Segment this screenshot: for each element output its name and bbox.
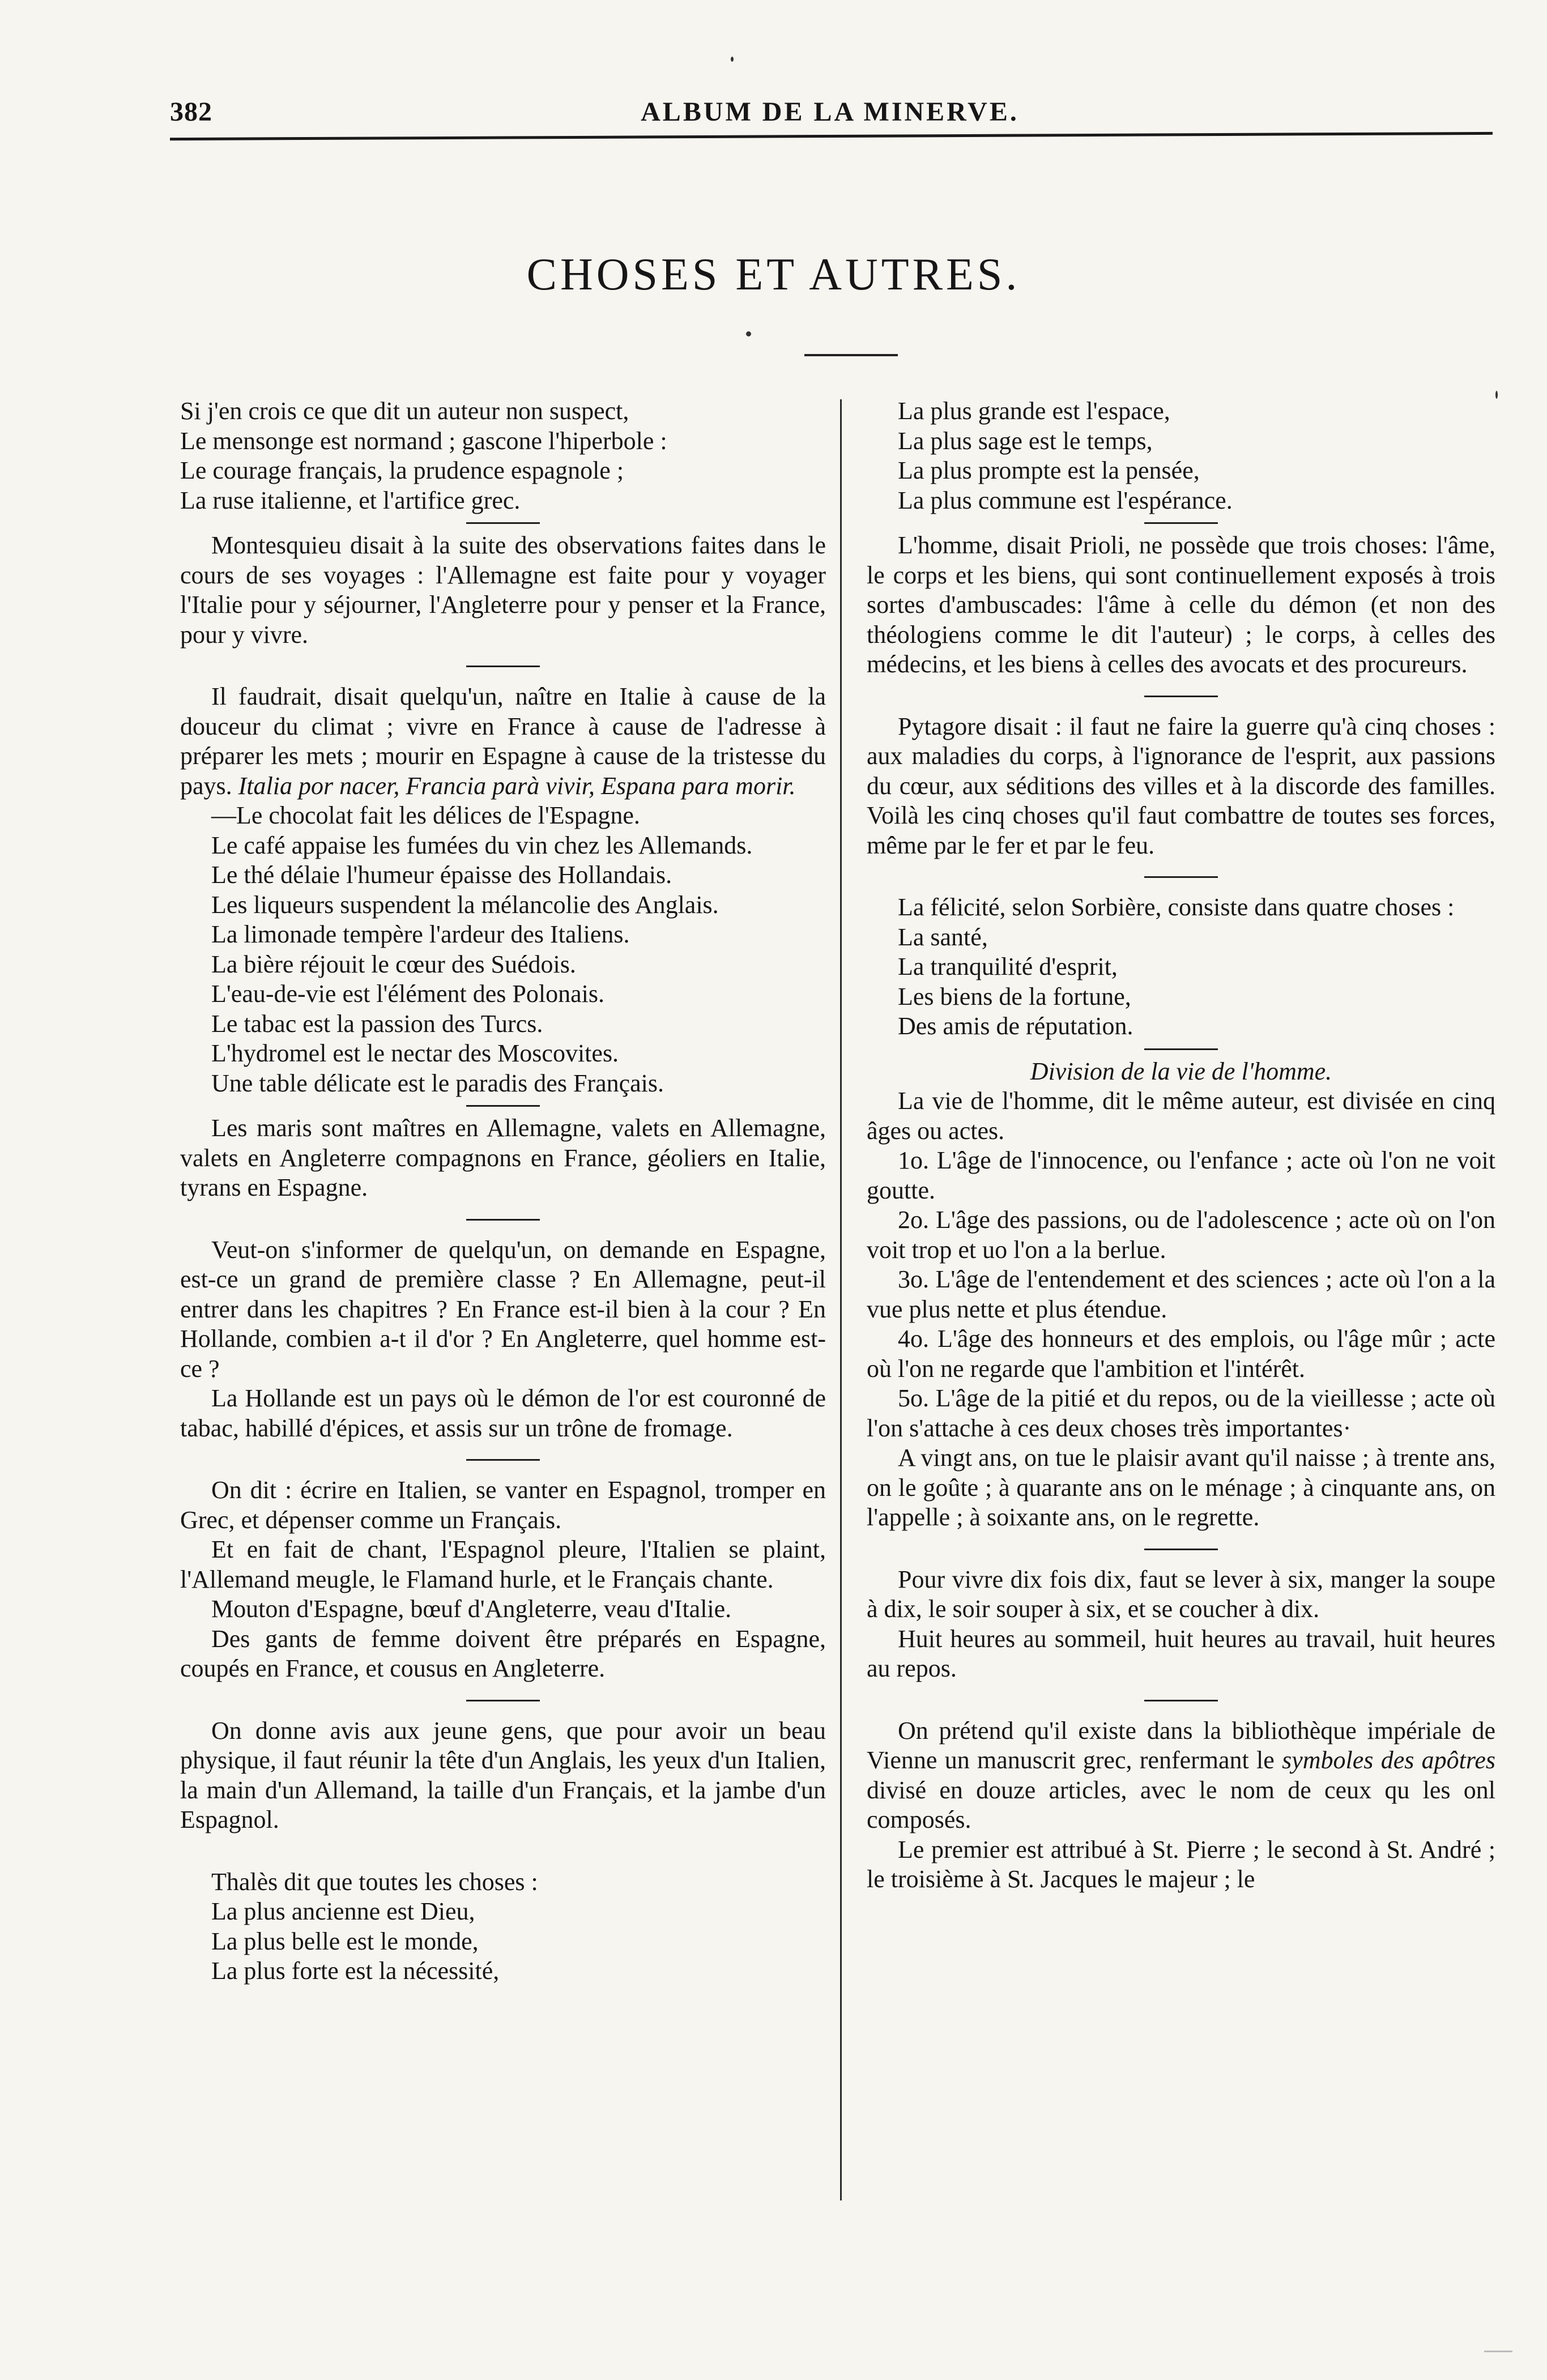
print-speck xyxy=(731,57,734,62)
paragraph-chant: Et en fait de chant, l'Espagnol pleure, l'Italien se plaint, l'Allemand meugle, le Flamand hurle, et le Français chante. xyxy=(180,1536,826,1593)
section-title: CHOSES ET AUTRES. xyxy=(526,250,1021,300)
paragraph-premier: Le premier est attribué à St. Pierre ; le second à St. André ; le troisième à St. Jacques le majeur ; le xyxy=(867,1835,1495,1893)
print-speck xyxy=(1495,391,1498,399)
list-item: La limonade tempère l'ardeur des Italiens. xyxy=(211,920,630,948)
thales-verse-continued xyxy=(867,396,1495,515)
paragraph-text: divisé en douze articles, avec le nom de ceux qu les onl composés. xyxy=(867,1776,1495,1833)
paragraph-chocolat: —Le chocolat fait les délices de l'Espagne. xyxy=(211,801,640,829)
print-speck xyxy=(1484,2351,1512,2352)
separator-rule xyxy=(466,1105,540,1107)
paragraph-age-1: 1o. L'âge de l'innocence, ou l'enfance ; acte où l'on ne voit goutte. xyxy=(867,1146,1495,1204)
verse-line: La plus prompte est la pensée, xyxy=(898,457,1200,484)
separator-rule xyxy=(466,1459,540,1461)
paragraph-gants: Des gants de femme doivent être préparés en Espagne, coupés en France, et cousus en Angleterre. xyxy=(180,1624,826,1682)
paragraph-text: On prétend qu'il existe dans la bibliothèque impériale de Vienne un manuscrit grec, renfermant le xyxy=(867,1716,1495,1774)
column-divider xyxy=(840,399,842,2200)
print-speck xyxy=(746,331,751,336)
paragraph-vingt-ans: A vingt ans, on tue le plaisir avant qu'il naisse ; à trente ans, on le goûte ; à quarante ans on le ménage ; à cinquante ans, on l'appelle ; à soixante ans, on le regrette. xyxy=(867,1444,1495,1531)
separator-rule xyxy=(1144,522,1218,524)
paragraph-maris: Les maris sont maîtres en Allemagne, valets en Allemagne, valets en Angleterre compagnons en France, géoliers en Italie, tyrans en Espagne. xyxy=(180,1114,826,1201)
list-item: Le tabac est la passion des Turcs. xyxy=(211,1009,543,1038)
verse-line: La ruse italienne, et l'artifice grec. xyxy=(180,486,521,514)
verse-line: Le courage français, la prudence espagnole ; xyxy=(180,457,624,484)
verse-line: Thalès dit que toutes les choses : xyxy=(211,1867,538,1896)
list-item: Les biens de la fortune, xyxy=(898,982,1131,1010)
paragraph-on-dit: On dit : écrire en Italien, se vanter en Espagnol, tromper en Grec, et dépenser comme un Français. xyxy=(180,1476,826,1534)
title-rule xyxy=(804,354,898,356)
verse-line: Si j'en crois ce que dit un auteur non suspect, xyxy=(180,397,629,425)
separator-rule xyxy=(466,1700,540,1701)
paragraph-age-5: 5o. L'âge de la pitié et du repos, ou de la vieillesse ; acte où l'on s'attache à ces deux choses très importantes· xyxy=(867,1384,1495,1442)
left-column xyxy=(180,396,826,1986)
paragraph-felicite: La félicité, selon Sorbière, consiste dans quatre choses : xyxy=(898,893,1455,921)
right-column xyxy=(867,396,1495,1895)
paragraph-age-2: 2o. L'âge des passions, ou de l'adolescence ; acte où on l'on voit trop et uo l'on a la berlue. xyxy=(867,1206,1495,1264)
separator-rule xyxy=(466,522,540,524)
paragraph-hollande: La Hollande est un pays où le démon de l'or est couronné de tabac, habillé d'épices, et assis sur un trône de fromage. xyxy=(180,1384,826,1442)
page-number: 382 xyxy=(170,97,212,127)
paragraph-text: Il faudrait, disait quelqu'un, naître en Italie à cause de la douceur du climat ; vivre en France à cause de l'adresse à préparer les mets ; mourir en Espagne à cause de la tristesse du pays. xyxy=(180,683,826,800)
verse-line: La plus ancienne est Dieu, xyxy=(211,1897,475,1925)
list-item: La bière réjouit le cœur des Suédois. xyxy=(211,950,576,978)
spanish-proverb: Italia por nacer, Francia parà vivir, Espana para morir. xyxy=(238,771,796,800)
separator-rule xyxy=(1144,1048,1218,1050)
separator-rule xyxy=(466,666,540,667)
separator-rule xyxy=(1144,1549,1218,1550)
separator-rule xyxy=(1144,696,1218,697)
paragraph-prioli: L'homme, disait Prioli, ne possède que trois choses: l'âme, le corps et les biens, qui sont continuellement exposés à trois sortes d'ambuscades: l'âme à celle du démon (et non des théologiens comme le dit l'auteur) ; le corps, à celles des médecins, et les biens à celles des avocats et des procureurs. xyxy=(867,531,1495,678)
separator-rule xyxy=(1144,1700,1218,1701)
list-item: Des amis de réputation. xyxy=(898,1012,1133,1040)
paragraph-vivre: Pour vivre dix fois dix, faut se lever à six, manger la soupe à dix, le soir souper à six, et se coucher à dix. xyxy=(867,1565,1495,1623)
separator-rule xyxy=(466,1219,540,1221)
paragraph-age-4: 4o. L'âge des honneurs et des emplois, ou l'âge mûr ; acte où l'on ne regarde que l'ambition et l'intérêt. xyxy=(867,1325,1495,1383)
verse-line: La plus belle est le monde, xyxy=(211,1927,479,1955)
verse-line: La plus commune est l'espérance. xyxy=(898,486,1233,514)
paragraph-mouton: Mouton d'Espagne, bœuf d'Angleterre, veau d'Italie. xyxy=(211,1595,732,1623)
list-item: Le thé délaie l'humeur épaisse des Hollandais. xyxy=(211,861,672,889)
italic-title: symboles des apôtres xyxy=(1282,1746,1496,1774)
spacer xyxy=(466,1851,540,1853)
verse-line: La plus grande est l'espace, xyxy=(898,397,1170,425)
paragraph-manuscrit xyxy=(867,1716,1495,1835)
list-item: L'hydromel est le nectar des Moscovites. xyxy=(211,1039,619,1067)
paragraph-avis: On donne avis aux jeune gens, que pour avoir un beau physique, il faut réunir la tête d'un Anglais, les yeux d'un Italien, la main d'un Allemand, la taille d'un Français, et la jambe d'un Espagnol. xyxy=(180,1716,826,1833)
list-item: La tranquilité d'esprit, xyxy=(898,953,1118,980)
paragraph-vie: La vie de l'homme, dit le même auteur, est divisée en cinq âges ou actes. xyxy=(867,1087,1495,1145)
verse-line: La plus forte est la nécessité, xyxy=(211,1957,500,1985)
verse-line: La plus sage est le temps, xyxy=(898,426,1153,455)
thales-verse xyxy=(180,1867,826,1986)
beverages-list xyxy=(180,860,826,1098)
separator-rule xyxy=(1144,876,1218,878)
paragraph-montesquieu: Montesquieu disait à la suite des observations faites dans le cours de ses voyages : l'Allemagne est faite pour y voyager l'Italie pour y séjourner, l'Angleterre pour y penser et la France, pour y vivre. xyxy=(180,531,826,649)
verse-line: Le mensonge est normand ; gascone l'hiperbole : xyxy=(180,426,667,455)
paragraph-naitre-en-italie xyxy=(180,682,826,801)
paragraph-cafe: Le café appaise les fumées du vin chez les Allemands. xyxy=(211,831,753,859)
list-item: L'eau-de-vie est l'élément des Polonais. xyxy=(211,980,604,1008)
opening-verse xyxy=(180,396,826,515)
paragraph-pytagore: Pytagore disait : il faut ne faire la guerre qu'à cinq choses : aux maladies du corps, à l'ignorance de l'esprit, aux passions du cœur, aux séditions des villes et à la discorde des familles. Voilà les cinq choses qu'il faut combattre de toutes ses forces, même par le fer et par le feu. xyxy=(867,712,1495,859)
subheading-division: Division de la vie de l'homme. xyxy=(1030,1057,1332,1085)
paragraph-heures: Huit heures au sommeil, huit heures au travail, huit heures au repos. xyxy=(867,1624,1495,1682)
felicite-list xyxy=(867,923,1495,1042)
list-item: Une table délicate est le paradis des Français. xyxy=(211,1069,664,1097)
paragraph-informer: Veut-on s'informer de quelqu'un, on demande en Espagne, est-ce un grand de première classe ? En Allemagne, peut-il entrer dans les chapitres ? En France est-il bien à la cour ? En Hollande, combien a-t il d'or ? En Angleterre, quel homme est-ce ? xyxy=(180,1235,826,1383)
list-item: La santé, xyxy=(898,923,988,951)
journal-title: ALBUM DE LA MINERVE. xyxy=(641,97,1019,127)
list-item: Les liqueurs suspendent la mélancolie des Anglais. xyxy=(211,890,719,919)
paragraph-age-3: 3o. L'âge de l'entendement et des sciences ; acte où l'on a la vue plus nette et plus étendue. xyxy=(867,1265,1495,1323)
